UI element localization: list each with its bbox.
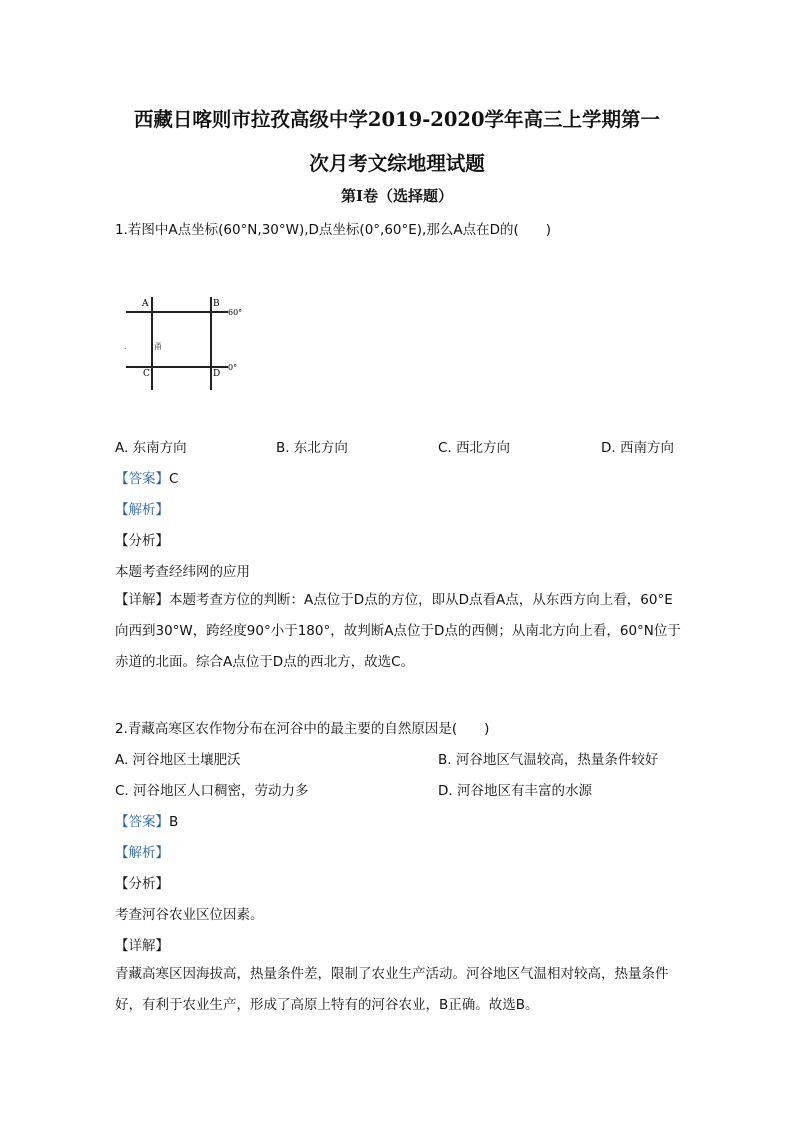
- point-b-label: B: [213, 299, 220, 309]
- q2-option-c: C. 河谷地区人口稠密，劳动力多: [115, 783, 309, 799]
- point-c-label: C: [143, 369, 150, 379]
- q1-answer-line: [115, 467, 178, 487]
- point-d-label: D: [213, 369, 221, 379]
- doc-title-line2: 次月考文综地理试题: [309, 152, 485, 175]
- q2-answer-value: B: [169, 814, 179, 830]
- figure-mark: 甬: [154, 342, 162, 351]
- q1-option-a: A. 东南方向: [115, 440, 187, 456]
- q1-xiangjie-tag: 【详解】: [115, 592, 169, 608]
- q1-answer-tag: 【答案】: [115, 471, 169, 487]
- q1-answer-value: C: [169, 471, 179, 487]
- q1-fenxi-tag: 【分析】: [115, 533, 169, 549]
- lat-60-label: 60°: [228, 308, 243, 317]
- point-a-label: A: [142, 299, 149, 309]
- q1-grid-figure: [118, 292, 258, 392]
- section-heading: 第Ⅰ卷（选择题）: [340, 187, 454, 205]
- q2-xiangjie-text: 青藏高寒区因海拔高，热量条件差，限制了农业生产活动。河谷地区气温相对较高，热量条件好，有利于农业生产，形成了高原上特有的河谷农业，B正确。故选B。: [115, 966, 669, 1013]
- q2-xiangjie-tag: 【详解】: [115, 938, 169, 954]
- q2-stem: 2.青藏高寒区农作物分布在河谷中的最主要的自然原因是( ): [115, 721, 490, 737]
- q2-fenxi-tag: 【分析】: [115, 876, 169, 892]
- q2-jiexi-tag: 【解析】: [115, 845, 169, 861]
- q2-option-d: D. 河谷地区有丰富的水源: [438, 783, 592, 799]
- q1-stem: 1.若图中A点坐标(60°N,30°W),D点坐标(0°,60°E),那么A点在D的( ): [115, 222, 552, 238]
- q1-fenxi-text: 本题考查经纬网的应用: [115, 564, 250, 580]
- q1-xiangjie: [115, 585, 681, 678]
- q1-xiangjie-text: 本题考查方位的判断：A点位于D点的方位，即从D点看A点，从东西方向上看，60°E向西到30°W，跨经度90°小于180°，故判断A点位于D点的西侧；从南北方向上看，60°N位于赤道的北面。综合A点位于D点的西北方，故选C。: [115, 592, 681, 670]
- q2-answer-line: [115, 810, 178, 830]
- doc-title-line1: 西藏日喀则市拉孜高级中学2019-2020学年高三上学期第一: [133, 108, 661, 131]
- q2-fenxi-text: 考查河谷农业区位因素。: [115, 907, 264, 923]
- q1-option-b: B. 东北方向: [276, 440, 348, 456]
- q1-option-d: D. 西南方向: [601, 440, 674, 456]
- q2-answer-tag: 【答案】: [115, 814, 169, 830]
- q1-option-c: C. 西北方向: [438, 440, 511, 456]
- svg-text:.: .: [124, 342, 127, 351]
- q1-jiexi-tag: 【解析】: [115, 502, 169, 518]
- q2-option-b: B. 河谷地区气温较高，热量条件较好: [438, 752, 659, 768]
- q2-option-a: A. 河谷地区土壤肥沃: [115, 752, 241, 768]
- lat-0-label: 0°: [228, 363, 238, 372]
